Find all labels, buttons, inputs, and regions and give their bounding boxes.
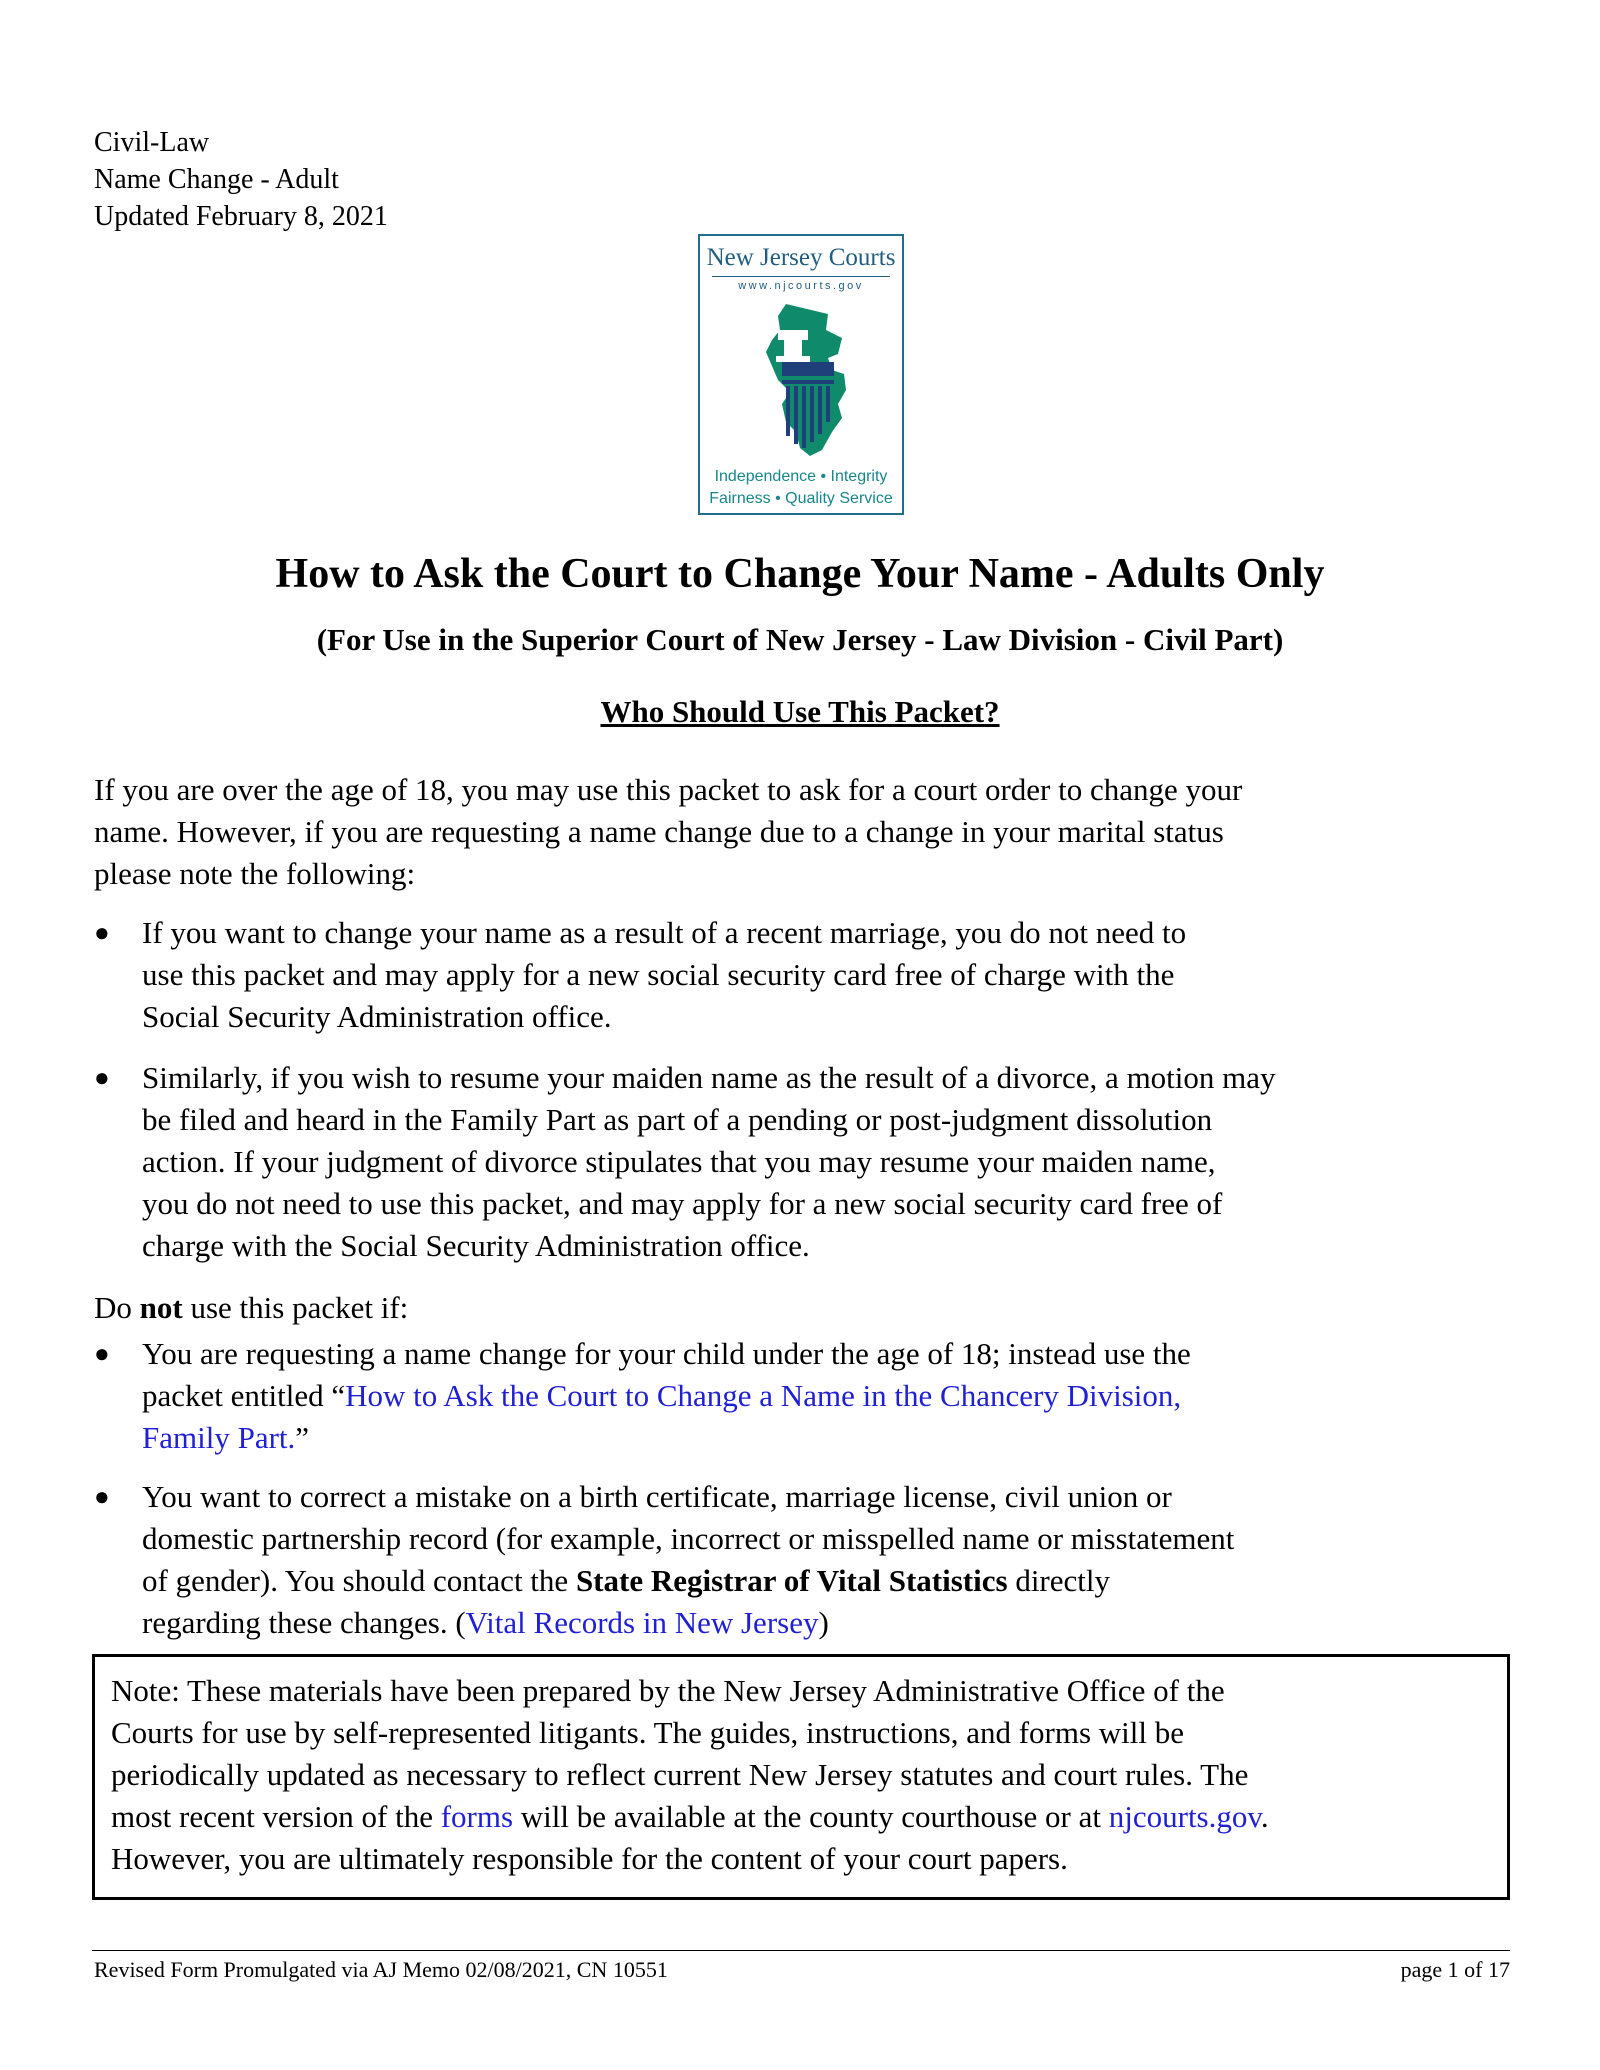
emphasis-not: not <box>139 1290 183 1325</box>
text-span: most recent version of the <box>111 1799 441 1834</box>
text-line: You are requesting a name change for your child under the age of 18; instead use the <box>142 1336 1191 1371</box>
text-line: Similarly, if you wish to resume your maiden name as the result of a divorce, a motion may <box>142 1060 1276 1095</box>
chancery-packet-link-cont[interactable]: Family Part. <box>142 1420 296 1455</box>
document-subtitle: (For Use in the Superior Court of New Jersey - Law Division - Civil Part) <box>316 622 1284 657</box>
header-updated-date: Updated February 8, 2021 <box>94 201 388 232</box>
section-heading: Who Should Use This Packet? <box>600 694 1000 729</box>
text-line: domestic partnership record (for example, incorrect or misspelled name or misstatement <box>142 1521 1235 1556</box>
document-header <box>94 124 388 235</box>
text-span: ) <box>818 1605 829 1640</box>
logo-tagline-2: Fairness • Quality Service <box>709 490 893 507</box>
text-line: you do not need to use this packet, and may apply for a new social security card free of <box>142 1186 1223 1221</box>
text-line: If you want to change your name as a result of a recent marriage, you do not need to <box>142 915 1187 950</box>
document-title: How to Ask the Court to Change Your Name - Adults Only <box>275 551 1325 597</box>
text-line: Social Security Administration office. <box>142 999 612 1034</box>
chancery-packet-link[interactable]: How to Ask the Court to Change a Name in the Chancery Division, <box>345 1378 1182 1413</box>
text-line: If you are over the age of 18, you may use this packet to ask for a court order to change your <box>94 772 1243 807</box>
text-line: please note the following: <box>94 856 416 891</box>
text-span: will be available at the county courthouse or at <box>513 1799 1109 1834</box>
bullet-icon: ● <box>94 1482 110 1511</box>
text-span: . <box>1260 1799 1269 1834</box>
logo-divider <box>712 276 890 277</box>
njcourts-link[interactable]: njcourts.gov <box>1108 1799 1261 1834</box>
intro-paragraph <box>94 769 1514 895</box>
do-not-use-intro <box>94 1287 1514 1329</box>
logo-url: www.njcourts.gov <box>738 280 864 292</box>
bullet-icon: ● <box>94 1339 110 1368</box>
page-number: page 1 of 17 <box>1400 1957 1510 1982</box>
logo-title: New Jersey Courts <box>706 244 896 271</box>
vital-records-link[interactable]: Vital Records in New Jersey <box>465 1605 819 1640</box>
text-span: directly <box>1007 1563 1110 1598</box>
text-span: packet entitled “ <box>142 1378 346 1413</box>
text-line: be filed and heard in the Family Part as part of a pending or post-judgment dissolution <box>142 1102 1213 1137</box>
text-span: of gender). You should contact the <box>142 1563 576 1598</box>
text-line: action. If your judgment of divorce stipulates that you may resume your maiden name, <box>142 1144 1216 1179</box>
text-span: regarding these changes. ( <box>142 1605 466 1640</box>
bullet-icon: ● <box>94 918 110 947</box>
header-category: Civil-Law <box>94 127 210 158</box>
text-line: Note: These materials have been prepared by the New Jersey Administrative Office of the <box>111 1673 1225 1708</box>
text-line: Courts for use by self-represented litigants. The guides, instructions, and forms will be <box>111 1715 1185 1750</box>
text-span: Do <box>94 1290 140 1325</box>
footer-revision: Revised Form Promulgated via AJ Memo 02/08/2021, CN 10551 <box>94 1957 668 1982</box>
footer-divider <box>92 1950 1510 1951</box>
text-line: You want to correct a mistake on a birth certificate, marriage license, civil union or <box>142 1479 1172 1514</box>
text-line: name. However, if you are requesting a name change due to a change in your marital status <box>94 814 1224 849</box>
forms-link[interactable]: forms <box>440 1799 514 1834</box>
text-span: use this packet if: <box>182 1290 409 1325</box>
nj-courts-logo <box>698 234 904 515</box>
text-line: However, you are ultimately responsible for the content of your court papers. <box>111 1841 1068 1876</box>
bullet-icon: ● <box>94 1063 110 1092</box>
header-form-type: Name Change - Adult <box>94 164 339 195</box>
text-line: charge with the Social Security Administration office. <box>142 1228 810 1263</box>
text-line: periodically updated as necessary to reflect current New Jersey statutes and court rules. The <box>111 1757 1249 1792</box>
registrar-bold: State Registrar of Vital Statistics <box>575 1563 1008 1598</box>
note-box <box>92 1654 1510 1900</box>
text-span: ” <box>295 1420 310 1455</box>
nj-state-column-icon <box>758 300 850 460</box>
text-line: use this packet and may apply for a new social security card free of charge with the <box>142 957 1175 992</box>
logo-tagline-1: Independence • Integrity <box>714 468 888 485</box>
